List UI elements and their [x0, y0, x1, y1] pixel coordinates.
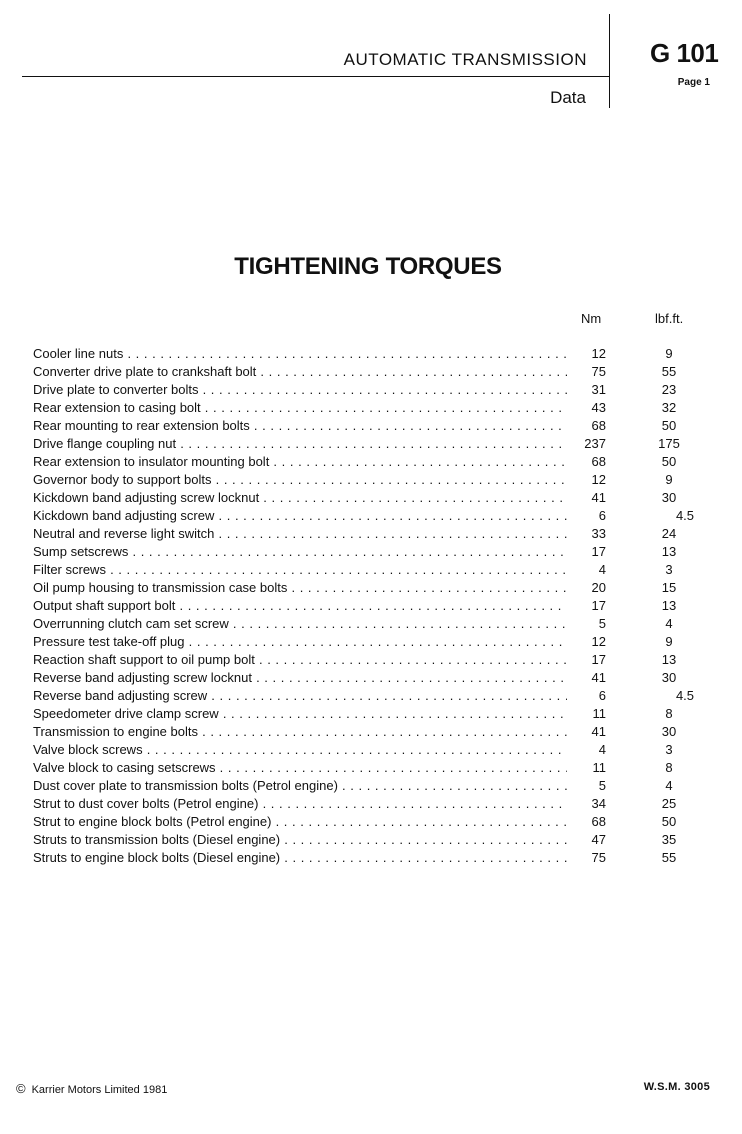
table-row	[0, 579, 742, 597]
torque-table	[0, 345, 742, 867]
row-lbf: 15	[661, 580, 677, 595]
row-nm: 47	[591, 832, 606, 847]
table-row	[0, 543, 742, 561]
row-nm: 6	[598, 508, 606, 523]
row-nm: 12	[591, 634, 606, 649]
row-lbf: 35	[661, 832, 677, 847]
table-row	[0, 525, 742, 543]
table-row	[0, 741, 742, 759]
row-label: Converter drive plate to crankshaft bolt . . .	[33, 363, 567, 381]
table-row	[0, 615, 742, 633]
row-nm: 33	[591, 526, 606, 541]
row-lbf: 3	[665, 562, 673, 577]
row-nm: 4	[598, 562, 606, 577]
row-label: Speedometer drive clamp screw . . .	[33, 705, 567, 723]
table-row	[0, 435, 742, 453]
row-nm: 6	[598, 688, 606, 703]
table-row	[0, 561, 742, 579]
row-lbf: 30	[661, 724, 677, 739]
subsection-title: Data	[550, 88, 586, 107]
section-title: AUTOMATIC TRANSMISSION	[343, 50, 587, 69]
row-nm: 68	[591, 814, 606, 829]
row-nm: 75	[591, 850, 606, 865]
table-row	[0, 759, 742, 777]
row-lbf: 55	[661, 850, 677, 865]
row-lbf: 4.5	[675, 688, 695, 703]
row-nm: 11	[592, 760, 606, 775]
table-row	[0, 723, 742, 741]
row-label: Overrunning clutch cam set screw . . .	[33, 615, 567, 633]
row-nm: 43	[591, 400, 606, 415]
header-rule	[22, 76, 610, 77]
row-nm: 12	[591, 472, 606, 487]
row-nm: 41	[591, 670, 606, 685]
row-label: Cooler line nuts . . .	[33, 345, 567, 363]
row-nm: 68	[591, 454, 606, 469]
table-row	[0, 507, 742, 525]
row-nm: 68	[591, 418, 606, 433]
table-row	[0, 831, 742, 849]
table-row	[0, 363, 742, 381]
table-row	[0, 687, 742, 705]
row-nm: 41	[591, 724, 606, 739]
copyright-text: Karrier Motors Limited 1981	[31, 1084, 168, 1096]
row-lbf: 30	[661, 670, 677, 685]
row-label: Strut to engine block bolts (Petrol engine) . . .	[33, 813, 567, 831]
row-lbf: 8	[665, 760, 673, 775]
page-title-text: TIGHTENING TORQUES	[234, 253, 502, 280]
row-lbf: 9	[665, 472, 673, 487]
table-row	[0, 669, 742, 687]
table-row	[0, 345, 742, 363]
row-nm: 12	[591, 346, 606, 361]
table-row	[0, 399, 742, 417]
row-label: Filter screws . . .	[33, 561, 567, 579]
row-nm: 17	[591, 652, 606, 667]
row-label: Dust cover plate to transmission bolts (Petrol engine) . . .	[33, 777, 567, 795]
copyright-symbol: ©	[16, 1081, 26, 1096]
table-row	[0, 453, 742, 471]
row-lbf: 25	[661, 796, 677, 811]
row-label: Strut to dust cover bolts (Petrol engine) . . .	[33, 795, 567, 813]
row-label: Drive plate to converter bolts . . .	[33, 381, 567, 399]
row-label: Drive flange coupling nut . . .	[33, 435, 567, 453]
row-nm: 34	[591, 796, 606, 811]
row-label: Transmission to engine bolts . . .	[33, 723, 567, 741]
table-row	[0, 417, 742, 435]
row-label: Reaction shaft support to oil pump bolt . . .	[33, 651, 567, 669]
copyright-notice	[16, 1081, 167, 1096]
row-lbf: 55	[661, 364, 677, 379]
row-lbf: 4.5	[675, 508, 695, 523]
table-row	[0, 795, 742, 813]
row-lbf: 50	[661, 418, 677, 433]
table-row	[0, 633, 742, 651]
row-label: Governor body to support bolts . . .	[33, 471, 567, 489]
row-nm: 4	[598, 742, 606, 757]
row-label: Sump setscrews . . .	[33, 543, 567, 561]
table-row	[0, 777, 742, 795]
row-nm: 17	[591, 544, 606, 559]
row-nm: 5	[598, 616, 606, 631]
row-lbf: 50	[661, 814, 677, 829]
row-lbf: 9	[665, 346, 673, 361]
row-label: Struts to engine block bolts (Diesel engine) . . .	[33, 849, 567, 867]
table-row	[0, 705, 742, 723]
table-row	[0, 813, 742, 831]
row-nm: 75	[591, 364, 606, 379]
table-row	[0, 381, 742, 399]
row-nm: 237	[584, 436, 606, 451]
table-row	[0, 849, 742, 867]
row-lbf: 175	[658, 436, 680, 451]
row-label: Rear extension to casing bolt . . .	[33, 399, 567, 417]
row-nm: 20	[591, 580, 606, 595]
row-label: Neutral and reverse light switch . . .	[33, 525, 567, 543]
row-lbf: 4	[665, 778, 673, 793]
row-lbf: 9	[665, 634, 673, 649]
table-row	[0, 651, 742, 669]
row-label: Kickdown band adjusting screw . . .	[33, 507, 567, 525]
row-nm: 5	[598, 778, 606, 793]
row-nm: 17	[591, 598, 606, 613]
row-label: Reverse band adjusting screw . . .	[33, 687, 567, 705]
document-code: W.S.M. 3005	[643, 1081, 710, 1093]
table-row	[0, 489, 742, 507]
header-vertical-rule	[609, 14, 610, 108]
row-lbf: 32	[661, 400, 677, 415]
row-lbf: 50	[661, 454, 677, 469]
row-lbf: 4	[665, 616, 673, 631]
row-lbf: 3	[665, 742, 673, 757]
row-label: Rear extension to insulator mounting bolt . . .	[33, 453, 567, 471]
row-label: Valve block screws . . .	[33, 741, 567, 759]
table-row	[0, 597, 742, 615]
row-lbf: 24	[661, 526, 677, 541]
row-label: Oil pump housing to transmission case bolts . . .	[33, 579, 567, 597]
row-label: Valve block to casing setscrews . . .	[33, 759, 567, 777]
row-lbf: 8	[665, 706, 673, 721]
row-lbf: 13	[661, 652, 677, 667]
page-number: Page 1	[677, 77, 710, 88]
page-code: G 101	[650, 38, 719, 68]
column-header-lbf: lbf.ft.	[655, 311, 684, 326]
row-label: Rear mounting to rear extension bolts . . .	[33, 417, 567, 435]
row-label: Output shaft support bolt . . .	[33, 597, 567, 615]
column-header-nm: Nm	[581, 311, 602, 326]
row-nm: 41	[591, 490, 606, 505]
row-lbf: 13	[661, 598, 677, 613]
row-label: Struts to transmission bolts (Diesel engine) . . .	[33, 831, 567, 849]
row-label: Reverse band adjusting screw locknut . . .	[33, 669, 567, 687]
row-lbf: 30	[661, 490, 677, 505]
page-title	[0, 253, 742, 281]
row-label: Kickdown band adjusting screw locknut . . .	[33, 489, 567, 507]
row-nm: 31	[591, 382, 606, 397]
row-lbf: 23	[661, 382, 677, 397]
table-row	[0, 471, 742, 489]
row-lbf: 13	[661, 544, 677, 559]
row-label: Pressure test take-off plug . . .	[33, 633, 567, 651]
row-nm: 11	[592, 706, 606, 721]
